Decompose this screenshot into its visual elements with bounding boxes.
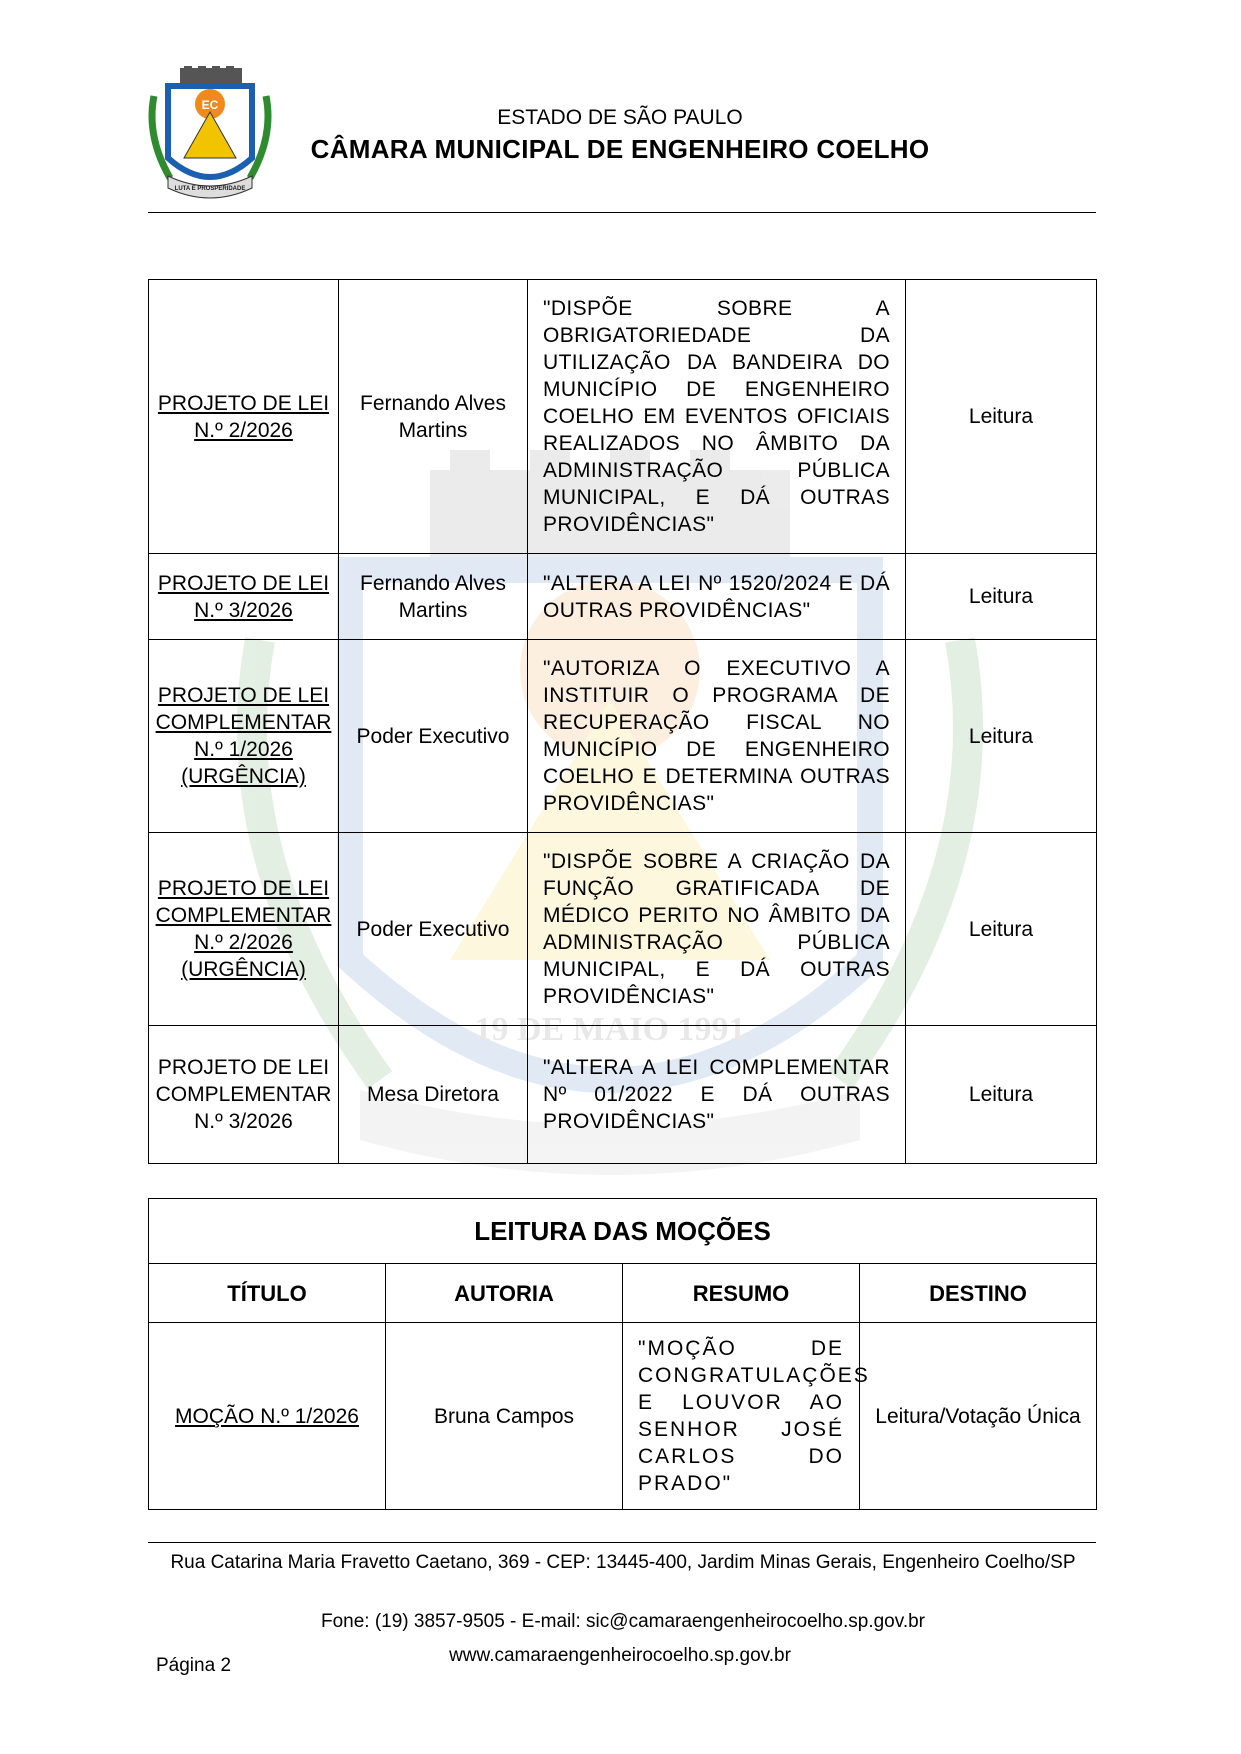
chamber-name: CÂMARA MUNICIPAL DE ENGENHEIRO COELHO xyxy=(310,134,930,164)
project-author: Poder Executivo xyxy=(339,640,528,833)
column-header-author: AUTORIA xyxy=(386,1264,623,1323)
logo-motto: LUTA E PROSPERIDADE xyxy=(174,186,246,192)
column-header-summary: RESUMO xyxy=(623,1264,860,1323)
project-destination: Leitura xyxy=(906,640,1097,833)
column-header-destination: DESTINO xyxy=(860,1264,1097,1323)
project-summary: "DISPÕE SOBRE A OBRIGATORIEDADE DA UTILIZAÇÃO DA BANDEIRA DO MUNICÍPIO DE ENGENHEIRO COELHO EM EVENTOS OFICIAIS REALIZADOS NO ÂMBITO DA ADMINISTRAÇÃO PÚBLICA MUNICIPAL, E DÁ OUTRAS PROVIDÊNCIAS" xyxy=(528,280,906,554)
table-row xyxy=(149,640,1097,833)
header-text xyxy=(250,104,990,166)
project-link[interactable]: PROJETO DE LEI COMPLEMENTAR N.º 1/2026 (URGÊNCIA) xyxy=(155,684,332,788)
motion-link[interactable]: MOÇÃO N.º 1/2026 xyxy=(175,1404,359,1428)
table-row xyxy=(149,1323,1097,1510)
table-row xyxy=(149,1026,1097,1164)
project-author: Mesa Diretora xyxy=(339,1026,528,1164)
state-name: ESTADO DE SÃO PAULO xyxy=(497,106,743,129)
project-summary: "DISPÕE SOBRE A CRIAÇÃO DA FUNÇÃO GRATIFICADA DE MÉDICO PERITO NO ÂMBITO DA ADMINISTRAÇÃO PÚBLICA MUNICIPAL, E DÁ OUTRAS PROVIDÊNCIAS" xyxy=(528,833,906,1026)
table-row xyxy=(149,280,1097,554)
watermark-date: 19 DE MAIO 1991 xyxy=(474,1011,746,1048)
motions-table xyxy=(148,1198,1097,1510)
project-summary: "ALTERA A LEI Nº 1520/2024 E DÁ OUTRAS PROVIDÊNCIAS" xyxy=(528,554,906,640)
project-author: Fernando Alves Martins xyxy=(339,554,528,640)
projects-table xyxy=(148,279,1097,1164)
project-link[interactable]: PROJETO DE LEI COMPLEMENTAR N.º 2/2026 (URGÊNCIA) xyxy=(155,877,332,981)
header-divider xyxy=(148,212,1096,213)
footer-website[interactable]: www.camaraengenheirocoelho.sp.gov.br xyxy=(449,1645,791,1666)
logo-initials: EC xyxy=(201,98,219,112)
project-destination: Leitura xyxy=(906,280,1097,554)
section-title: LEITURA DAS MOÇÕES xyxy=(149,1199,1097,1264)
motion-summary: "MOÇÃO DE CONGRATULAÇÕES E LOUVOR AO SENHOR JOSÉ CARLOS DO PRADO" xyxy=(623,1323,860,1510)
project-summary: "AUTORIZA O EXECUTIVO A INSTITUIR O PROGRAMA DE RECUPERAÇÃO FISCAL NO MUNICÍPIO DE ENGENHEIRO COELHO E DETERMINA OUTRAS PROVIDÊNCIAS" xyxy=(528,640,906,833)
project-destination: Leitura xyxy=(906,833,1097,1026)
footer-address: Rua Catarina Maria Fravetto Caetano, 369 - CEP: 13445-400, Jardim Minas Gerais, Engenheiro Coelho/SP xyxy=(170,1552,1076,1573)
footer-divider xyxy=(148,1542,1096,1543)
footer-contact: Fone: (19) 3857-9505 - E-mail: sic@camaraengenheirocoelho.sp.gov.br xyxy=(320,1611,926,1632)
project-author: Fernando Alves Martins xyxy=(339,280,528,554)
project-link[interactable]: PROJETO DE LEI N.º 3/2026 xyxy=(157,571,330,622)
project-destination: Leitura xyxy=(906,554,1097,640)
project-link[interactable]: PROJETO DE LEI N.º 2/2026 xyxy=(157,391,330,442)
motion-destination: Leitura/Votação Única xyxy=(860,1323,1097,1510)
page-number: Página 2 xyxy=(156,1655,232,1676)
column-header-title: TÍTULO xyxy=(149,1264,386,1323)
table-row xyxy=(149,554,1097,640)
project-summary: "ALTERA A LEI COMPLEMENTAR Nº 01/2022 E DÁ OUTRAS PROVIDÊNCIAS" xyxy=(528,1026,906,1164)
project-author: Poder Executivo xyxy=(339,833,528,1026)
motion-author: Bruna Campos xyxy=(386,1323,623,1510)
project-destination: Leitura xyxy=(906,1026,1097,1164)
table-row xyxy=(149,833,1097,1026)
project-title: PROJETO DE LEI COMPLEMENTAR N.º 3/2026 xyxy=(149,1026,339,1164)
